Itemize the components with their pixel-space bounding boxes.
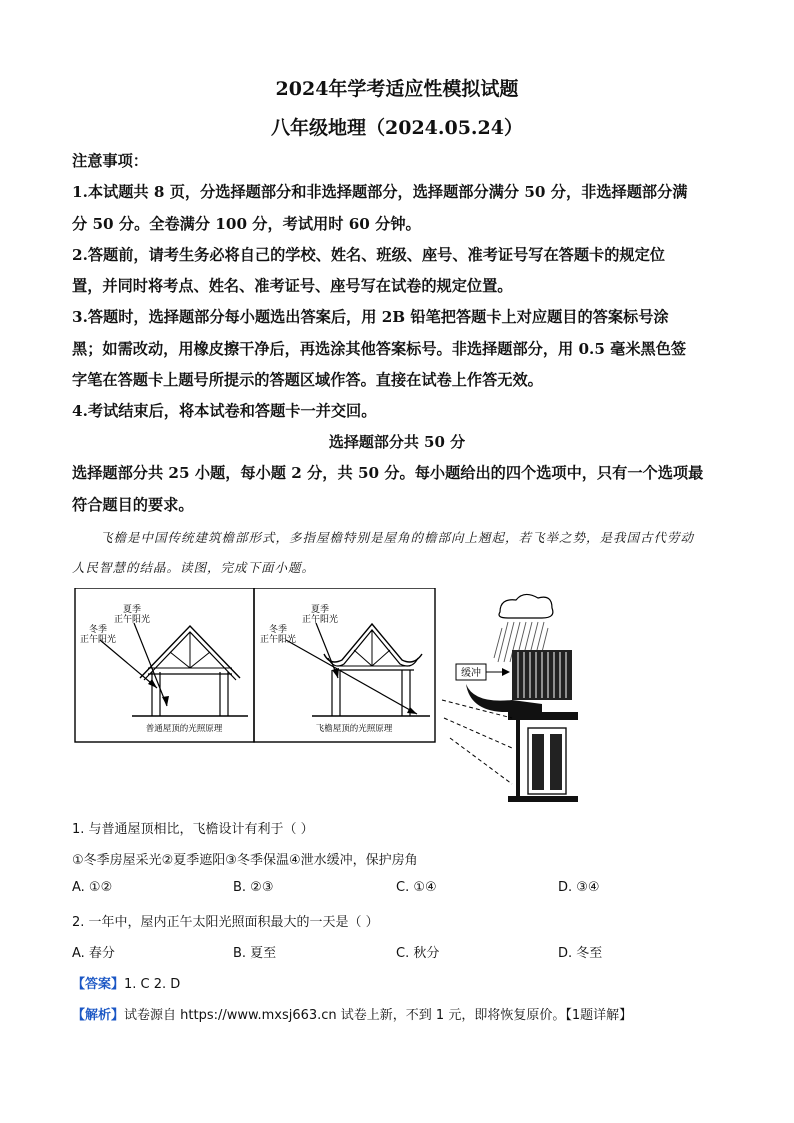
question-2-option-b: B. 夏至 bbox=[233, 946, 277, 961]
figure-panel-ordinary-roof bbox=[75, 588, 254, 742]
panel2-caption: 飞檐屋顶的光照原理 bbox=[315, 724, 393, 734]
page-title: 2024年学考适应性模拟试题 bbox=[275, 78, 519, 100]
page-subtitle: 八年级地理（2024.05.24） bbox=[271, 117, 523, 139]
figure-panel-rain-buffer bbox=[442, 594, 578, 802]
notice-line: 字笔在答题卡上题号所提示的答题区域作答。直接在试卷上作答无效。 bbox=[72, 371, 543, 389]
notice-line: 3.答题时，选择题部分每小题选出答案后，用 2B 铅笔把答题卡上对应题目的答案标号涂 bbox=[72, 308, 669, 326]
analysis-tag: 【解析】 bbox=[72, 1008, 125, 1023]
question-2-stem: 2. 一年中，屋内正午太阳光照面积最大的一天是（ ） bbox=[72, 915, 379, 930]
notice-line: 1.本试题共 8 页，分选择题部分和非选择题部分，选择题部分满分 50 分，非选择题部分满 bbox=[72, 183, 688, 201]
answer-tag: 【答案】 bbox=[72, 977, 125, 992]
panel2-summer-noon-label: 正午阳光 bbox=[301, 615, 339, 625]
analysis-text: 试卷源自 https://www.mxsj663.cn 试卷上新，不到 1 元，即将恢复原价。【1题详解】 bbox=[124, 1008, 633, 1023]
answer-text: 1. C 2. D bbox=[124, 977, 181, 992]
panel1-winter-label: 冬季 bbox=[88, 625, 108, 635]
notice-heading: 注意事项： bbox=[72, 152, 148, 170]
notice-line: 分 50 分。全卷满分 100 分，考试用时 60 分钟。 bbox=[72, 215, 421, 233]
question-2-option-a: A. 春分 bbox=[72, 946, 115, 961]
question-2-option-d: D. 冬至 bbox=[558, 946, 603, 961]
question-2-option-c: C. 秋分 bbox=[396, 946, 440, 961]
notice-line: 4.考试结束后，将本试卷和答题卡一并交回。 bbox=[72, 402, 377, 420]
panel2-summer-label: 夏季 bbox=[310, 605, 330, 615]
analysis-line bbox=[72, 1004, 632, 1023]
figure-panel-flying-eave-roof bbox=[254, 588, 435, 742]
notice-line: 置，并同时将考点、姓名、准考证号、座号写在试卷的规定位置。 bbox=[72, 277, 513, 295]
question-1-option-a: A. ①② bbox=[72, 880, 113, 895]
question-1-stem: 1. 与普通屋顶相比，飞檐设计有利于（ ） bbox=[72, 822, 314, 837]
panel2-winter-noon-label: 正午阳光 bbox=[259, 635, 297, 645]
question-1-option-b: B. ②③ bbox=[233, 880, 274, 895]
notice-line: 2.答题前，请考生务必将自己的学校、姓名、班级、座号、准考证号写在答题卡的规定位 bbox=[72, 246, 665, 264]
question-1-option-d: D. ③④ bbox=[558, 880, 600, 895]
panel1-summer-label: 夏季 bbox=[122, 605, 142, 615]
intro-text: 飞檐是中国传统建筑檐部形式，多指屋檐特别是屋角的檐部向上翘起，若飞举之势，是我国古代劳动 bbox=[100, 530, 695, 545]
panel2-winter-label: 冬季 bbox=[268, 625, 288, 635]
answer-line bbox=[72, 973, 180, 992]
notice-line: 黑；如需改动，用橡皮擦干净后，再选涂其他答案标号。非选择题部分，用 0.5 毫米黑色签 bbox=[72, 340, 687, 358]
question-1-statements: ①冬季房屋采光②夏季遮阳③冬季保温④泄水缓冲，保护房角 bbox=[72, 853, 418, 868]
panel1-winter-noon-label: 正午阳光 bbox=[79, 635, 117, 645]
buffer-label: 缓冲 bbox=[461, 668, 481, 679]
section-desc: 符合题目的要求。 bbox=[72, 496, 194, 514]
panel1-caption: 普通屋顶的光照原理 bbox=[145, 724, 223, 734]
question-1-option-c: C. ①④ bbox=[396, 880, 437, 895]
intro-text: 人民智慧的结晶。读图，完成下面小题。 bbox=[72, 560, 316, 575]
section-desc: 选择题部分共 25 小题，每小题 2 分，共 50 分。每小题给出的四个选项中，只有一个选项最 bbox=[72, 464, 704, 482]
figure-roof-lighting bbox=[72, 588, 582, 808]
panel1-summer-noon-label: 正午阳光 bbox=[113, 615, 151, 625]
section-heading: 选择题部分共 50 分 bbox=[328, 433, 466, 451]
